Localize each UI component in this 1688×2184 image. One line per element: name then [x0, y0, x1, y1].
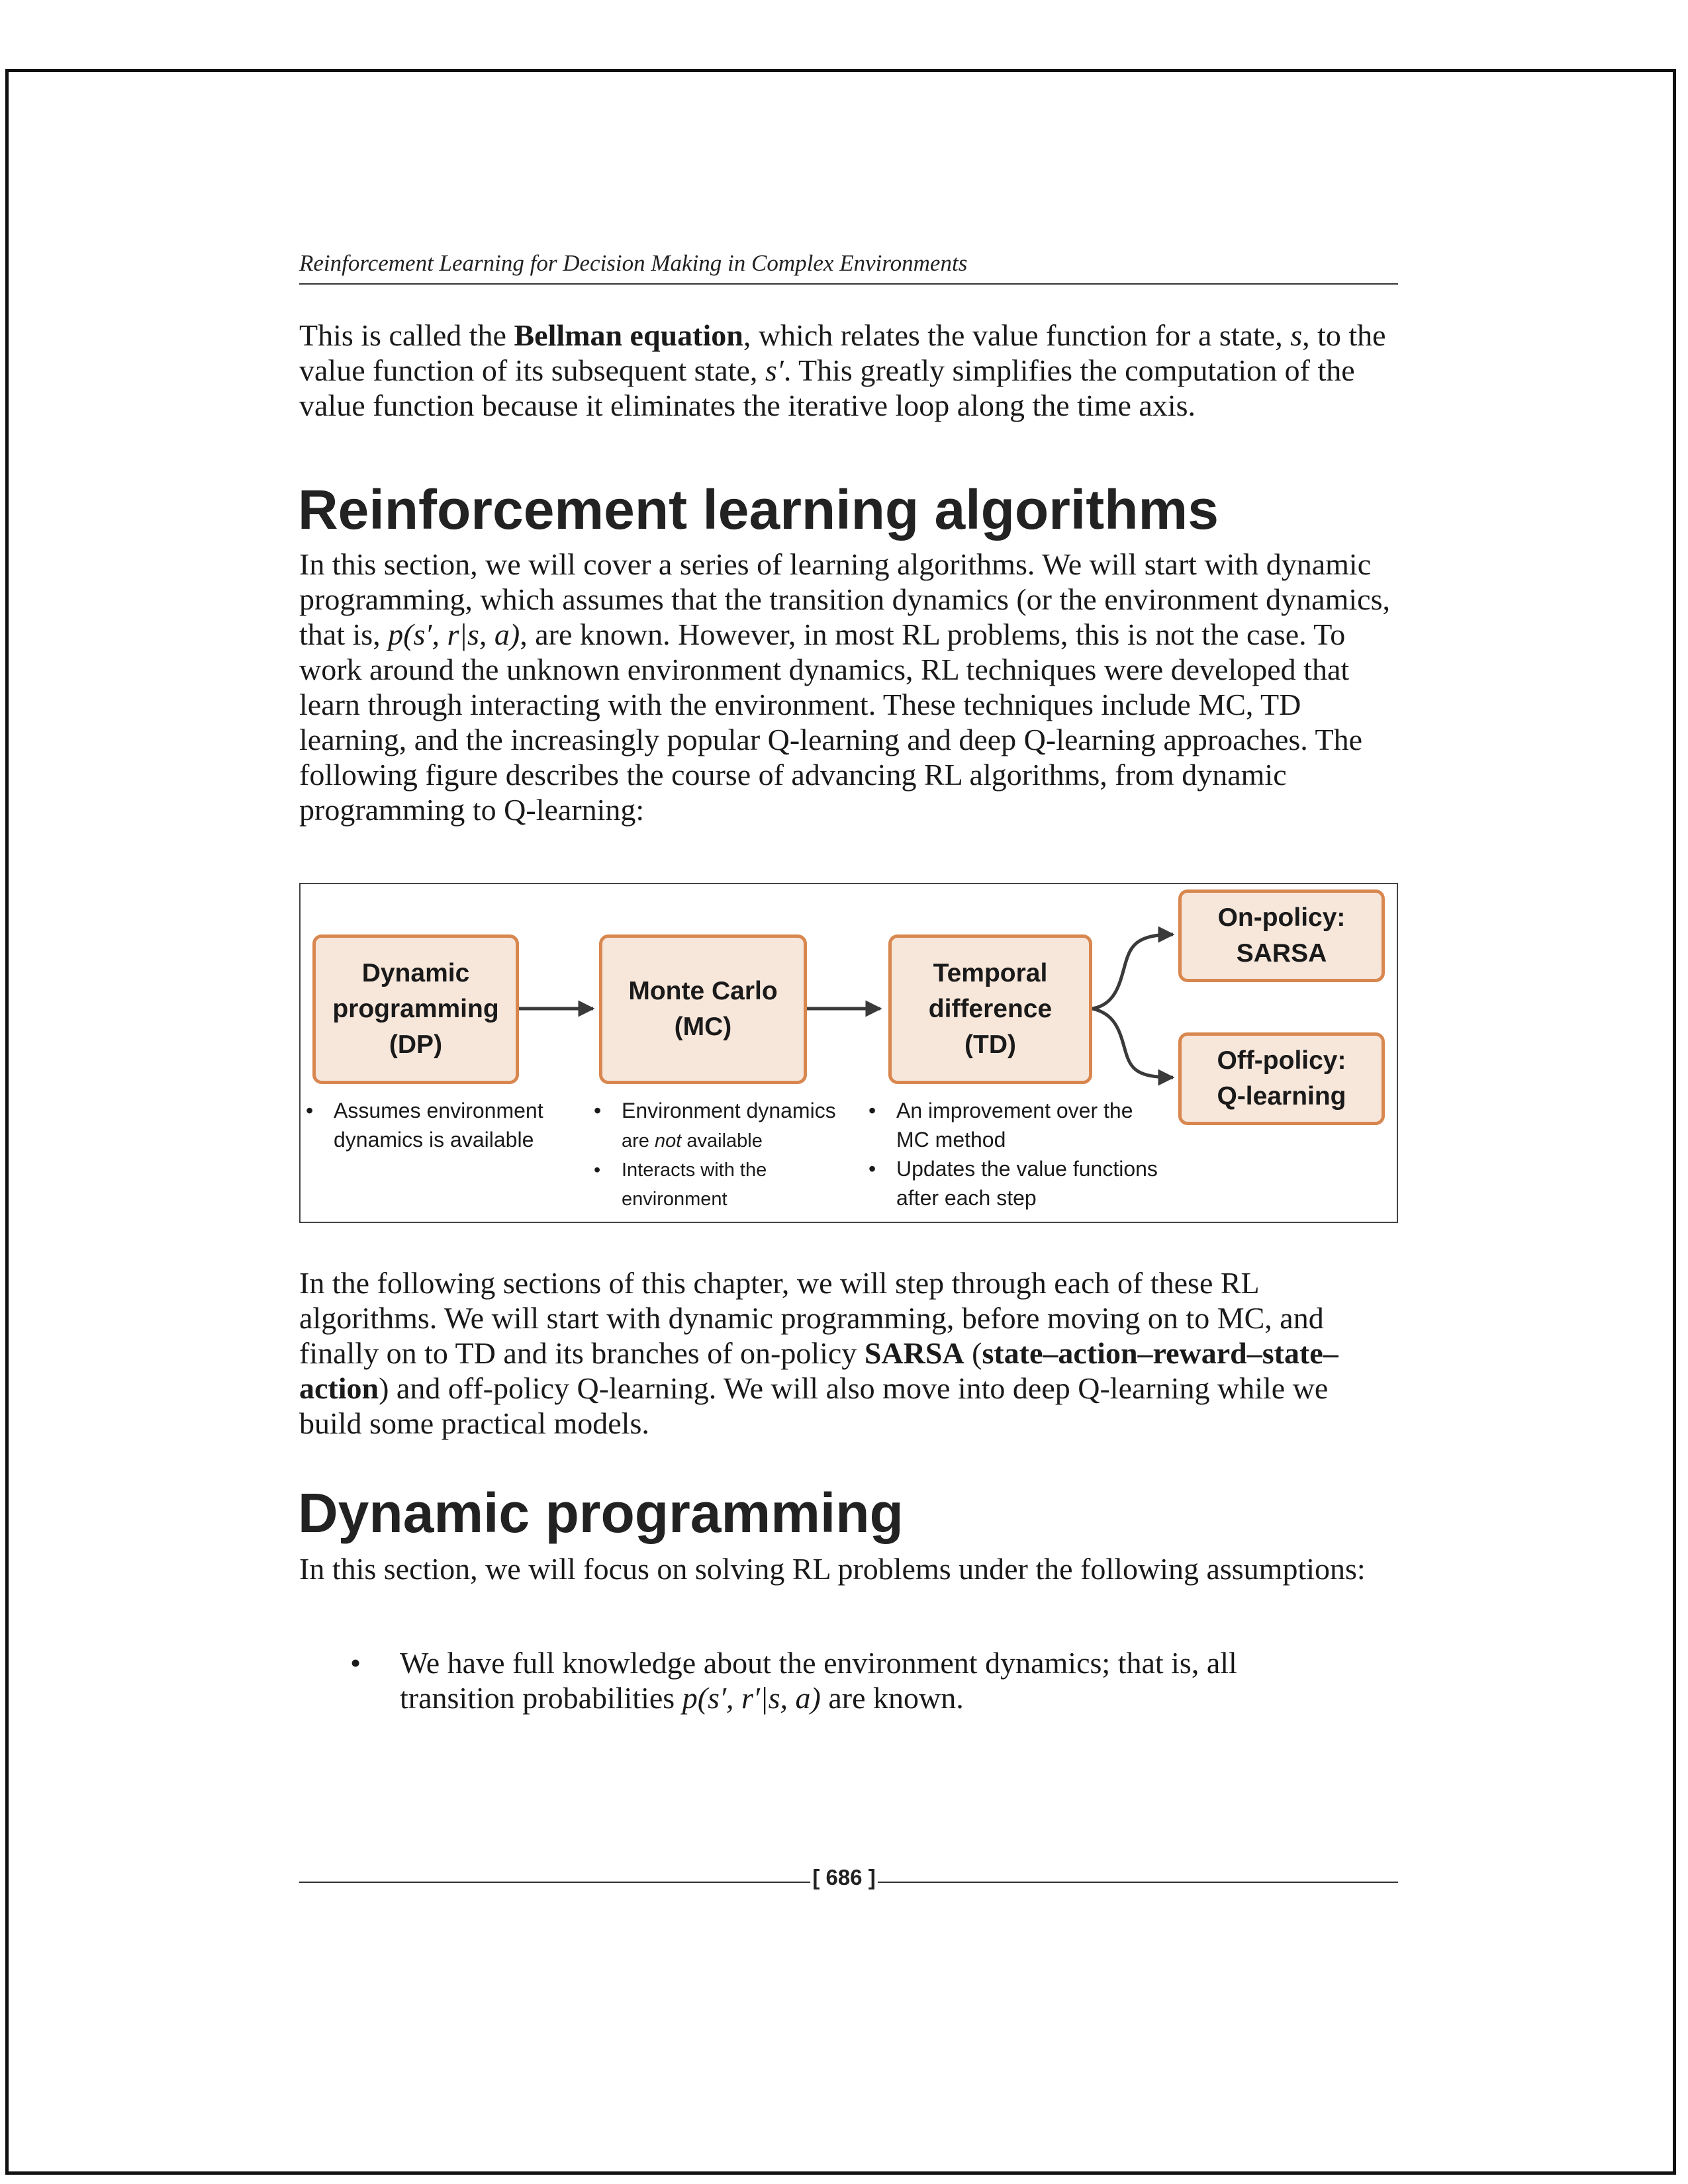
note-emphasis: not [654, 1130, 682, 1152]
box-off-policy-qlearning: Off-policy: Q-learning [1178, 1032, 1385, 1125]
notes-mc [594, 1096, 872, 1214]
section-heading-dynamic-programming: Dynamic programming [298, 1482, 904, 1544]
text-run: , to the value function of its subsequent state, [299, 318, 1386, 387]
bold-term: SARSA [864, 1336, 964, 1370]
text-run: ) and off-policy Q-learning. We will also move into deep Q-learning while we build some practical models. [299, 1371, 1329, 1440]
box-dynamic-programming: Dynamic programming (DP) [312, 934, 519, 1084]
text-run: We have full knowledge about the environment dynamics; that is, all transition probabilities [400, 1646, 1237, 1715]
bold-term: state–action–reward–state–action [299, 1336, 1338, 1405]
math-symbol: s′ [765, 353, 784, 387]
note-item: • Interacts with the environment [594, 1156, 872, 1214]
note-text: available [681, 1130, 763, 1152]
page-number: [ 686 ] [812, 1865, 876, 1889]
bellman-paragraph [299, 318, 1398, 423]
note-text: Environment dynamics [622, 1099, 836, 1122]
rl-algorithms-figure [299, 883, 1398, 1223]
math-expression: p(s′, r′|s, a) [682, 1681, 821, 1715]
following-sections-paragraph [299, 1265, 1398, 1441]
note-item: • Updates the value functions after each step [868, 1154, 1160, 1212]
text-run: ( [964, 1336, 982, 1370]
section-heading-rl-algorithms: Reinforcement learning algorithms [298, 478, 1219, 541]
notes-td [868, 1096, 1160, 1212]
text-run: This is called the [299, 318, 514, 352]
box-on-policy-sarsa: On-policy: SARSA [1178, 889, 1385, 982]
text-run: In this section, we will cover a series of learning algorithms. We will start with dynamic programming, which assumes that the transition dynamics (or the environment dynamics, that is, [299, 547, 1390, 651]
rl-algorithms-paragraph [299, 547, 1398, 827]
footer-rule-right [878, 1882, 1398, 1883]
footer-rule-left [299, 1882, 810, 1883]
assumptions-list [299, 1645, 1358, 1715]
math-symbol: s [1290, 318, 1303, 352]
box-temporal-difference: Temporal difference (TD) [888, 934, 1092, 1084]
box-monte-carlo: Monte Carlo (MC) [599, 934, 807, 1084]
notes-dp [306, 1096, 577, 1154]
note-text: are [622, 1130, 655, 1152]
list-item [299, 1645, 1358, 1715]
note-item: • Assumes environment dynamics is available [306, 1096, 577, 1154]
arrow-td-to-sarsa [1092, 934, 1173, 1009]
bold-term: Bellman equation [514, 318, 743, 352]
running-header: Reinforcement Learning for Decision Making in Complex Environments [299, 250, 1398, 285]
note-item: • An improvement over the MC method [868, 1096, 1160, 1154]
arrow-td-to-qlearning [1092, 1009, 1173, 1077]
dynamic-programming-paragraph: In this section, we will focus on solving RL problems under the following assumptions: [299, 1552, 1366, 1586]
text-run: , are known. However, in most RL problems, this is not the case. To work around the unknown environment dynamics, RL techniques were developed that learn through interacting with the environment. These techniques include MC, TD learning, and the increasingly popular Q-learning and deep Q-learning approaches. The following figure describes the course of advancing RL algorithms, from dynamic programming to Q-learning: [299, 617, 1362, 827]
text-run: , which relates the value function for a state, [743, 318, 1291, 352]
text-run: are known. [820, 1681, 964, 1715]
note-item [594, 1096, 872, 1156]
text-run: In the following sections of this chapter, we will step through each of these RL algorithms. We will start with dynamic programming, before moving on to MC, and finally on to TD and its branches of on-policy [299, 1266, 1324, 1370]
math-expression: p(s′, r|s, a) [388, 617, 520, 651]
text-run: . This greatly simplifies the computation of the value function because it eliminates the iterative loop along the time axis. [299, 353, 1355, 422]
